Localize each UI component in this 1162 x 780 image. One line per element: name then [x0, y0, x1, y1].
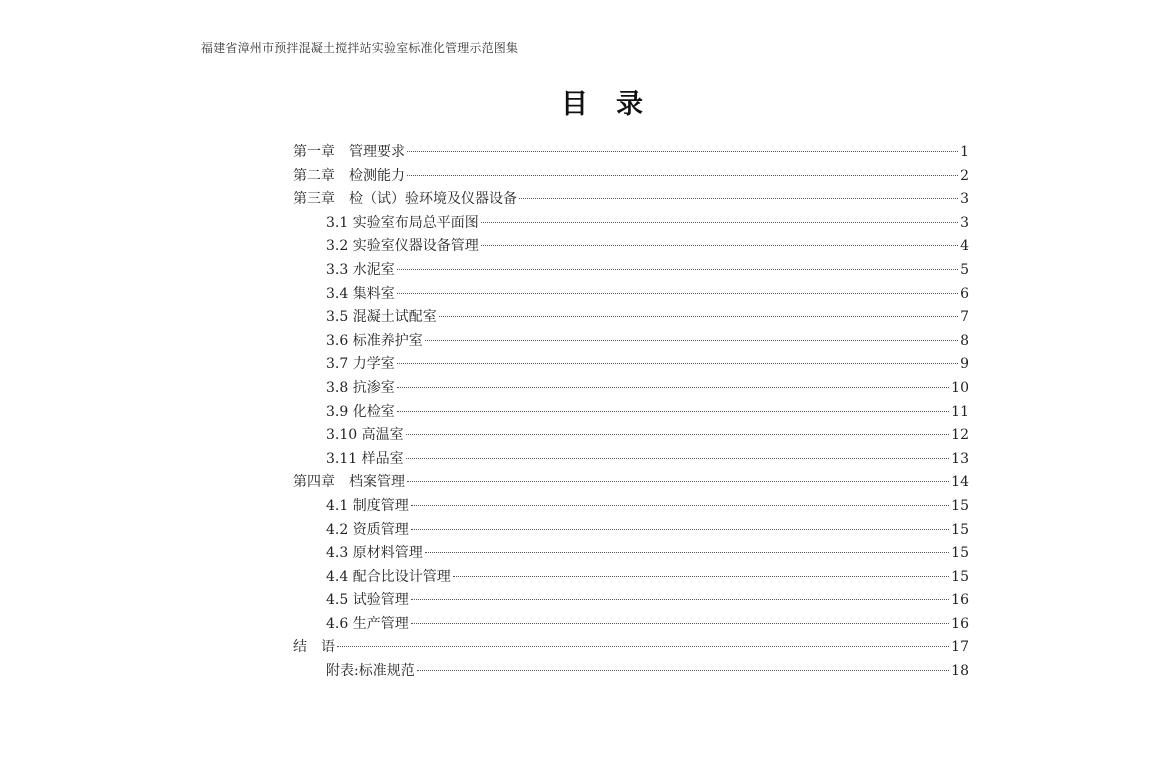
- toc-entry-label: 3.11 样品室: [326, 450, 404, 467]
- toc-entry-page-number: 4: [960, 238, 969, 255]
- toc-entry-label: 3.4 集料室: [326, 285, 395, 302]
- dot-leader: [439, 316, 958, 317]
- toc-entry[interactable]: [293, 235, 969, 259]
- table-of-contents: [293, 141, 969, 684]
- toc-entry-page-number: 15: [951, 545, 969, 562]
- dot-leader: [397, 387, 949, 388]
- toc-entry-page-number: 9: [960, 356, 969, 373]
- dot-leader: [397, 293, 958, 294]
- toc-entry-page-number: 3: [960, 191, 969, 208]
- dot-leader: [397, 269, 958, 270]
- toc-entry[interactable]: [293, 377, 969, 401]
- toc-entry-label: 4.6 生产管理: [326, 615, 409, 632]
- dot-leader: [519, 198, 958, 199]
- toc-entry[interactable]: [293, 471, 969, 495]
- toc-entry-page-number: 17: [951, 639, 969, 656]
- toc-entry[interactable]: [293, 495, 969, 519]
- toc-entry-label: 第三章 检（试）验环境及仪器设备: [293, 191, 517, 208]
- toc-entry-label: 附表:标准规范: [326, 663, 415, 680]
- toc-entry[interactable]: [293, 424, 969, 448]
- dot-leader: [407, 481, 949, 482]
- toc-entry-page-number: 6: [960, 285, 969, 302]
- toc-entry-label: 3.10 高温室: [326, 427, 404, 444]
- toc-entry[interactable]: [293, 519, 969, 543]
- toc-entry-label: 4.4 配合比设计管理: [326, 568, 451, 585]
- toc-entry-label: 3.6 标准养护室: [326, 332, 423, 349]
- toc-entry[interactable]: [293, 188, 969, 212]
- toc-entry-label: 4.1 制度管理: [326, 497, 409, 514]
- toc-entry[interactable]: [293, 448, 969, 472]
- toc-entry-label: 3.1 实验室布局总平面图: [326, 214, 479, 231]
- toc-entry-label: 结 语: [293, 639, 335, 656]
- toc-entry[interactable]: [293, 636, 969, 660]
- toc-entry-page-number: 1: [960, 144, 969, 160]
- dot-leader: [411, 623, 949, 624]
- toc-entry[interactable]: [293, 401, 969, 425]
- toc-entry[interactable]: [293, 259, 969, 283]
- toc-entry[interactable]: [293, 542, 969, 566]
- toc-entry-page-number: 5: [960, 261, 969, 278]
- dot-leader: [407, 151, 958, 152]
- dot-leader: [425, 552, 949, 553]
- toc-entry[interactable]: [293, 212, 969, 236]
- toc-entry[interactable]: [293, 141, 969, 165]
- toc-entry[interactable]: [293, 589, 969, 613]
- toc-entry-page-number: 13: [951, 450, 969, 467]
- toc-entry[interactable]: [293, 660, 969, 684]
- dot-leader: [406, 458, 950, 459]
- dot-leader: [397, 411, 949, 412]
- toc-entry-page-number: 3: [960, 214, 969, 231]
- toc-entry-page-number: 16: [951, 615, 969, 632]
- toc-entry-page-number: 11: [951, 403, 969, 420]
- dot-leader: [397, 363, 958, 364]
- toc-entry-page-number: 18: [951, 663, 969, 680]
- toc-entry-page-number: 2: [960, 167, 969, 184]
- dot-leader: [425, 340, 958, 341]
- dot-leader: [407, 175, 958, 176]
- toc-entry-label: 3.5 混凝土试配室: [326, 309, 437, 326]
- toc-entry-label: 第四章 档案管理: [293, 474, 405, 491]
- toc-entry-page-number: 14: [951, 474, 969, 491]
- dot-leader: [453, 576, 949, 577]
- toc-entry[interactable]: [293, 330, 969, 354]
- toc-entry[interactable]: [293, 306, 969, 330]
- toc-entry[interactable]: [293, 283, 969, 307]
- dot-leader: [411, 505, 949, 506]
- toc-entry-page-number: 15: [951, 521, 969, 538]
- toc-entry-page-number: 16: [951, 592, 969, 609]
- dot-leader: [411, 529, 949, 530]
- toc-entry-page-number: 15: [951, 497, 969, 514]
- toc-entry-page-number: 15: [951, 568, 969, 585]
- toc-entry-page-number: 7: [960, 309, 969, 326]
- dot-leader: [417, 670, 949, 671]
- toc-entry-page-number: 12: [951, 427, 969, 444]
- dot-leader: [481, 222, 958, 223]
- toc-entry-label: 4.5 试验管理: [326, 592, 409, 609]
- toc-entry[interactable]: [293, 566, 969, 590]
- toc-entry-label: 4.2 资质管理: [326, 521, 409, 538]
- toc-entry-label: 4.3 原材料管理: [326, 545, 423, 562]
- toc-entry-label: 3.2 实验室仪器设备管理: [326, 238, 479, 255]
- dot-leader: [337, 646, 949, 647]
- toc-entry[interactable]: [293, 165, 969, 189]
- toc-entry[interactable]: [293, 613, 969, 637]
- dot-leader: [481, 245, 958, 246]
- toc-title: 目录: [561, 89, 671, 120]
- toc-entry-label: 第一章 管理要求: [293, 144, 405, 160]
- toc-entry-page-number: 10: [951, 379, 969, 396]
- toc-entry-label: 3.7 力学室: [326, 356, 395, 373]
- toc-entry-label: 3.9 化检室: [326, 403, 395, 420]
- toc-entry-label: 3.8 抗渗室: [326, 379, 395, 396]
- toc-entry-label: 3.3 水泥室: [326, 261, 395, 278]
- dot-leader: [411, 599, 949, 600]
- toc-entry[interactable]: [293, 353, 969, 377]
- toc-entry-label: 第二章 检测能力: [293, 167, 405, 184]
- running-header: 福建省漳州市预拌混凝土搅拌站实验室标准化管理示范图集: [201, 41, 519, 55]
- toc-entry-page-number: 8: [960, 332, 969, 349]
- dot-leader: [406, 434, 950, 435]
